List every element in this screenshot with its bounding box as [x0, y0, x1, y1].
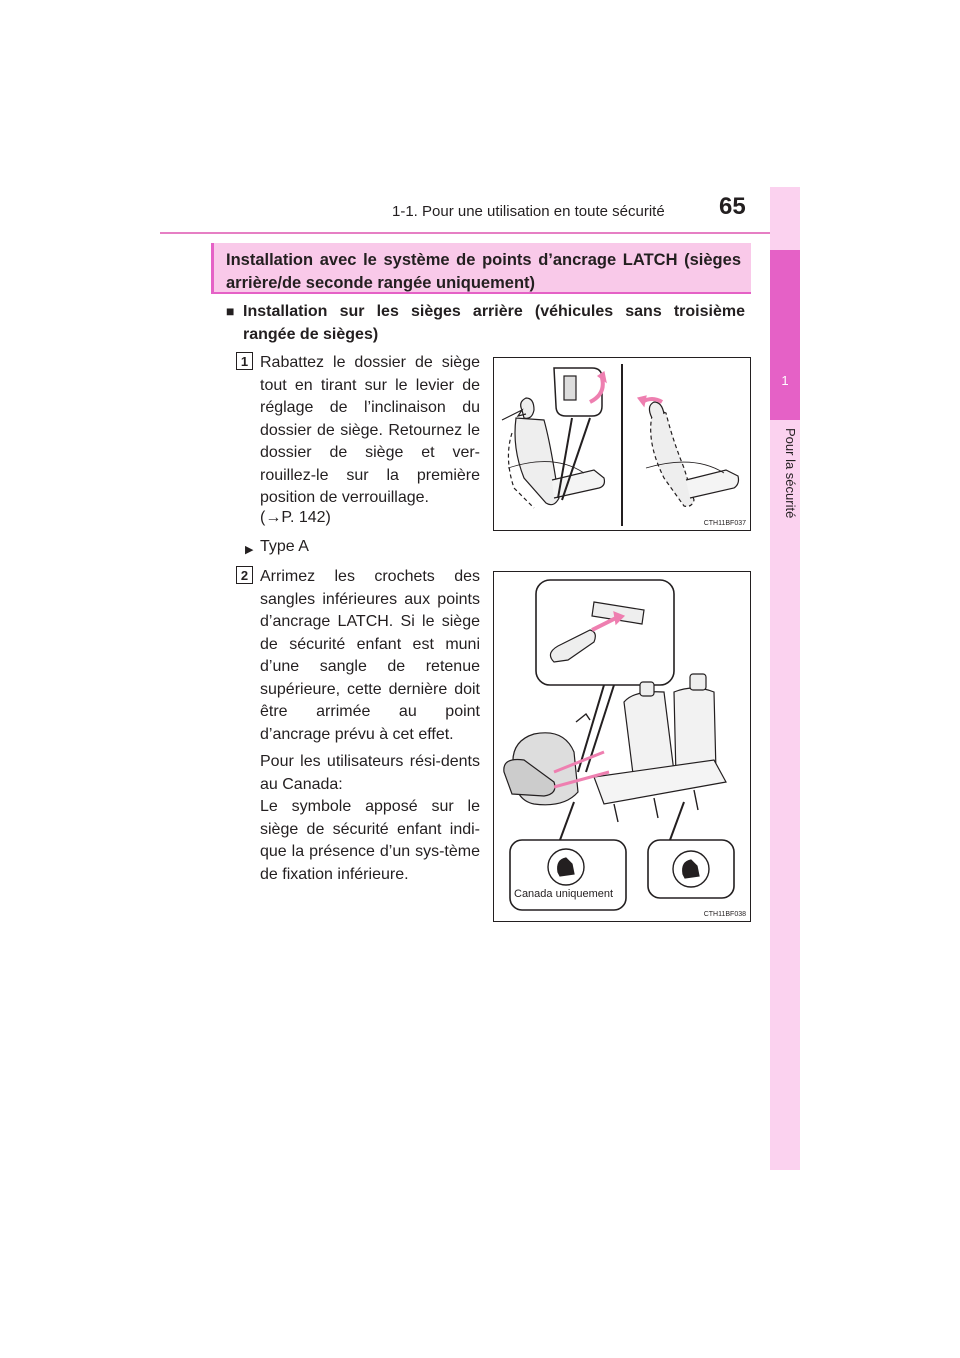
- figure-2-code: CTH11BF038: [703, 911, 746, 918]
- figure-latch-anchors: [493, 571, 751, 922]
- step-badge-1: 1: [236, 352, 253, 370]
- subheading-bullet: ■: [226, 303, 235, 319]
- figure-2-canada-label: Canada uniquement: [514, 888, 614, 900]
- section-title-box: [211, 243, 751, 294]
- type-a-bullet-icon: ▶: [245, 544, 254, 556]
- subheading-text: Installation sur les sièges arrière (véhicules sans troisième rangée de sièges): [243, 303, 745, 343]
- canada-note: Pour les utilisateurs rési-dents au Canada: Le symbole apposé sur le siège de sécurité enfant indi-que la présence d’un sys-tème de fixation inférieure.: [260, 753, 480, 883]
- page-number: 65: [719, 193, 746, 220]
- latch-anchor-illustration: [494, 572, 750, 921]
- seatback-fold-illustration: [494, 358, 750, 530]
- header-rule: [160, 232, 800, 234]
- running-header-section: 1-1. Pour une utilisation en toute sécurité: [392, 203, 665, 220]
- section-title: Installation avec le système de points d’ancrage LATCH (sièges arrière/de seconde rangée uniquement): [226, 251, 741, 292]
- side-tab-chapter-block: [770, 250, 800, 420]
- side-tab-chapter-number: 1: [781, 373, 789, 388]
- step-2-text: Arrimez les crochets des sangles inférieures aux points d’ancrage LATCH. Si le siège de sécurité enfant est muni d’une sangle de retenue supérieure, cette dernière doit être arrimée au point d’ancrage prévu à cet effet.: [260, 568, 480, 743]
- side-tab-chapter-label: Pour la sécurité: [783, 428, 798, 519]
- step-badge-2: 2: [236, 566, 253, 584]
- step-1-text: Rabattez le dossier de siège tout en tirant sur le levier de réglage de l’inclinaison du dossier de siège. Retournez le dossier de siège et ver-rouillez-le sur la première position de verrouillage.: [260, 354, 480, 506]
- figure-1-code: CTH11BF037: [703, 520, 746, 527]
- figure-seatback-fold: [493, 357, 751, 531]
- type-a-label: Type A: [260, 538, 309, 555]
- step-1-page-reference[interactable]: (→P. 142): [260, 509, 331, 526]
